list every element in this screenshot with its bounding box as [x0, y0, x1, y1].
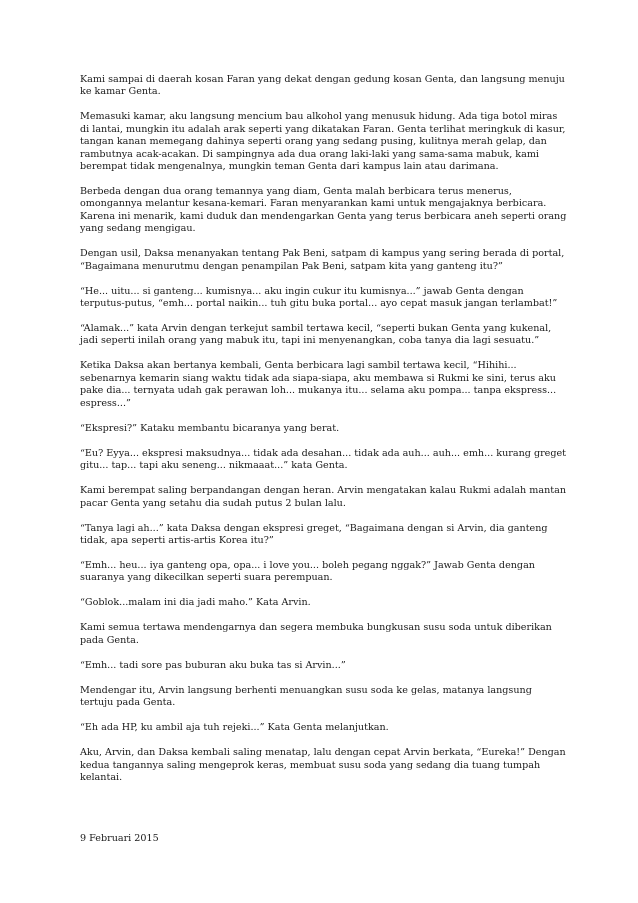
paragraph: Aku, Arvin, dan Daksa kembali saling menatap, lalu dengan cepat Arvin berkata, “Eureka!” Dengan kedua tangannya saling mengeprok keras, membuat susu soda yang sedang dia tuang tumpah kelantai. [80, 747, 566, 783]
paragraph: Kami berempat saling berpandangan dengan heran. Arvin mengatakan kalau Rukmi adalah mantan pacar Genta yang setahu dia sudah putus 2 bulan lalu. [80, 485, 567, 509]
paragraph: Dengan usil, Daksa menanyakan tentang Pak Beni, satpam di kampus yang sering berada di portal, “Bagaimana menurutmu dengan penampilan Pak Beni, satpam kita yang ganteng itu?” [80, 248, 565, 272]
paragraph: “Eu? Eyya... ekspresi maksudnya... tidak ada desahan... tidak ada auh... auh... emh... kurang greget gitu... tap... tapi aku seneng... nikmaaat...” kata Genta. [80, 447, 567, 472]
document-body [80, 74, 568, 797]
paragraph: “Ekspresi?” Kataku membantu bicaranya yang berat. [80, 422, 340, 434]
paragraph: “Tanya lagi ah...” kata Daksa dengan ekspresi greget, “Bagaimana dengan si Arvin, dia ganteng tidak, apa seperti artis-artis Korea itu?” [80, 522, 548, 546]
paragraph: “Emh... heu... iya ganteng opa, opa... i love you... boleh pegang nggak?” Jawab Genta dengan suaranya yang dikecilkan seperti suara perempuan. [80, 559, 535, 584]
paragraph: “Emh... tadi sore pas buburan aku buka tas si Arvin...” [80, 659, 346, 671]
paragraph: Mendengar itu, Arvin langsung berhenti menuangkan susu soda ke gelas, matanya langsung tertuju pada Genta. [80, 684, 532, 709]
paragraph: Memasuki kamar, aku langsung mencium bau alkohol yang menusuk hidung. Ada tiga botol miras di lantai, mungkin itu adalah arak seperti yang dikatakan Faran. Genta terlihat meringkuk di kasur, tangan kanan memegang dahinya seperti orang yang sedang pusing, kulitnya merah gelap, dan rambutnya acak-acakan. Di sampingnya ada dua orang laki-laki yang sama-sama mabuk, kami berempat tidak mengenalnya, mungkin teman Genta dari kampus lain atau darimana. [80, 111, 566, 173]
paragraph: “Goblok...malam ini dia jadi maho.” Kata Arvin. [80, 597, 311, 609]
paragraph: “He... uitu... si ganteng... kumisnya... aku ingin cukur itu kumisnya...” jawab Genta dengan terputus-putus, “emh... portal naikin... tuh gitu buka portal... ayo cepat masuk jangan terlambat!” [80, 285, 558, 310]
paragraph: “Alamak...” kata Arvin dengan terkejut sambil tertawa kecil, “seperti bukan Genta yang kukenal, jadi seperti inilah orang yang mabuk itu, tapi ini menyenangkan, coba tanya dia lagi sesuatu.” [80, 323, 552, 347]
paragraph: Ketika Daksa akan bertanya kembali, Genta berbicara lagi sambil tertawa kecil, “Hihihi... sebenarnya kemarin siang waktu tidak ada siapa-siapa, aku membawa si Rukmi ke sini, terus aku pake dia... ternyata udah gak perawan loh... mukanya itu... selama aku pompa... tanpa ekspress... espress...” [80, 360, 557, 409]
paragraph: Kami sampai di daerah kosan Faran yang dekat dengan gedung kosan Genta, dan langsung menuju ke kamar Genta. [80, 74, 565, 98]
paragraph: Kami semua tertawa mendengarnya dan segera membuka bungkusan susu soda untuk diberikan pada Genta. [80, 622, 552, 646]
paragraph: Berbeda dengan dua orang temannya yang diam, Genta malah berbicara terus menerus, omongannya melantur kesana-kemari. Faran menyarankan kami untuk mengajaknya berbicara. Karena ini menarik, kami duduk dan mendengarkan Genta yang terus berbicara aneh seperti orang yang sedang mengigau. [80, 186, 567, 235]
paragraph: “Eh ada HP, ku ambil aja tuh rejeki...” Kata Genta melanjutkan. [80, 722, 389, 734]
footer-date: 9 Februari 2015 [80, 833, 159, 844]
